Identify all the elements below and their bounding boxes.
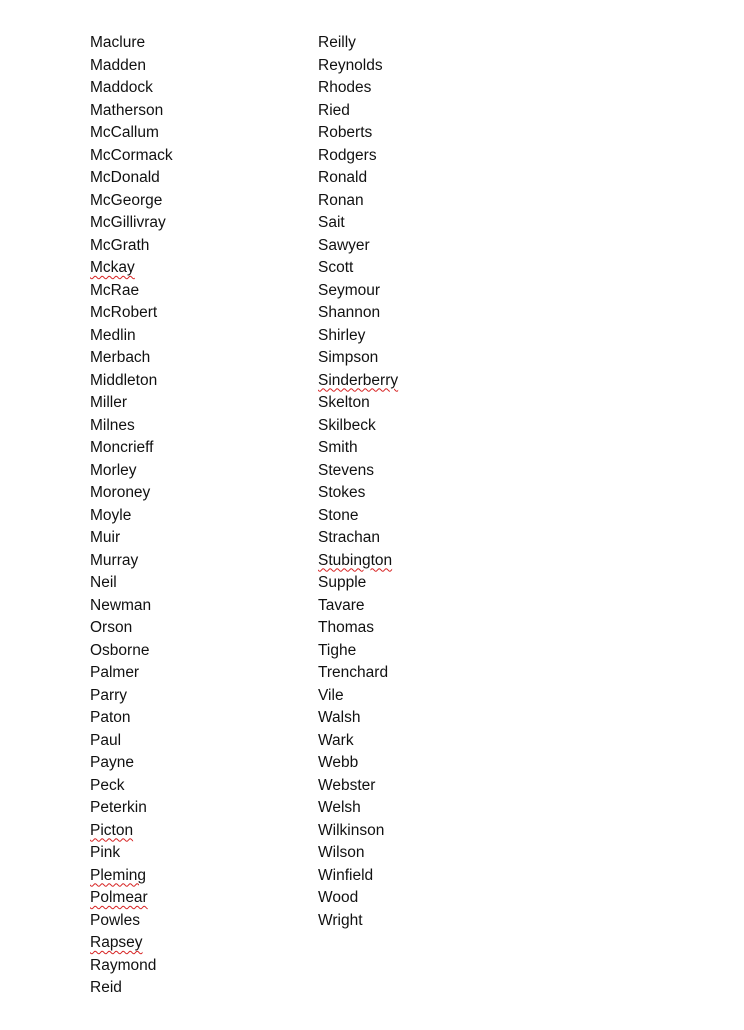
surname-list-item: McGrath — [90, 236, 150, 254]
surname-list-item: Powles — [90, 911, 140, 929]
surname-list-item: Ronald — [318, 169, 368, 186]
surname-list-item-misspelled: Picton — [90, 821, 134, 839]
surname-list-item: Simpson — [318, 349, 379, 366]
surname-list-item: Maddock — [90, 79, 153, 96]
name-column-left — [90, 32, 300, 1000]
surname-list-item: Wark — [318, 731, 354, 749]
surname-list-item: McRobert — [90, 304, 158, 321]
surname-list-item: Walsh — [318, 709, 361, 726]
surname-list-item: Pink — [90, 844, 121, 861]
surname-list-item-misspelled: Pleming — [90, 866, 146, 884]
surname-list-item: Webster — [318, 776, 376, 794]
surname-list-item: Reid — [90, 979, 122, 996]
surname-list-item: Tighe — [318, 641, 357, 659]
surname-list-item: Peck — [90, 776, 125, 794]
surname-list-item: Parry — [90, 686, 128, 704]
surname-list-item: Osborne — [90, 641, 150, 659]
surname-list-item: McGillivray — [90, 214, 166, 231]
surname-list-item: Skilbeck — [318, 416, 376, 434]
surname-list-item: Madden — [90, 56, 147, 74]
surname-list-item: Winfield — [318, 866, 374, 884]
surname-list-item: Moncrieff — [90, 439, 154, 456]
surname-list-item: Middleton — [90, 371, 158, 389]
surname-list-item: Welsh — [318, 799, 361, 816]
surname-list-item: Roberts — [318, 124, 373, 141]
surname-list-item: Webb — [318, 754, 359, 771]
surname-list-item: Neil — [90, 574, 117, 591]
surname-list-item: Moyle — [90, 506, 132, 524]
surname-list-item: Merbach — [90, 349, 151, 366]
surname-list-item: Matherson — [90, 101, 164, 119]
surname-list-item: Morley — [90, 461, 137, 479]
surname-list-item: Stone — [318, 506, 359, 524]
name-column-right — [318, 32, 528, 932]
surname-list-item: Wood — [318, 889, 359, 906]
surname-list-item: Vile — [318, 686, 344, 704]
surname-list-item-misspelled: Rapsey — [90, 934, 143, 951]
surname-list-item: Murray — [90, 551, 139, 569]
surname-list-item: Smith — [318, 439, 358, 456]
surname-list-item: Peterkin — [90, 799, 147, 816]
surname-list-item: Orson — [90, 619, 133, 636]
surname-list-item: McGeorge — [90, 191, 163, 209]
surname-list-item: Trenchard — [318, 664, 389, 681]
surname-list-item-misspelled: Mckay — [90, 259, 135, 276]
surname-list-item: Muir — [90, 529, 121, 546]
surname-list-item: Rodgers — [318, 146, 377, 164]
surname-list-item: Wright — [318, 911, 363, 929]
surname-list-item: Wilson — [318, 844, 365, 861]
surname-list-item: Thomas — [318, 619, 374, 636]
surname-list-item-misspelled: Polmear — [90, 889, 148, 906]
surname-list-item: Maclure — [90, 34, 146, 51]
surname-list-item: Strachan — [318, 529, 381, 546]
surname-list-item: Scott — [318, 259, 354, 276]
surname-list-item: Ried — [318, 101, 350, 119]
surname-list-item: Reilly — [318, 34, 356, 51]
surname-list-item: Reynolds — [318, 56, 383, 74]
surname-list-item: Medlin — [90, 326, 136, 344]
surname-list-item: Rhodes — [318, 79, 372, 96]
surname-list-item: Shirley — [318, 326, 366, 344]
surname-list-item: Stokes — [318, 484, 366, 501]
surname-list-item: Seymour — [318, 281, 381, 299]
surname-list-item: Shannon — [318, 304, 381, 321]
surname-list-item: Palmer — [90, 664, 140, 681]
surname-list-item: Sait — [318, 214, 345, 231]
surname-list-item: McRae — [90, 281, 140, 299]
surname-list-item: Skelton — [318, 394, 370, 411]
surname-list-item: Miller — [90, 394, 128, 411]
surname-list-item: Paul — [90, 731, 122, 749]
surname-list-item: Supple — [318, 574, 367, 591]
surname-list-item: Sawyer — [318, 236, 370, 254]
surname-list-item: Ronan — [318, 191, 364, 209]
surname-list-item: Milnes — [90, 416, 135, 434]
surname-list-item: Paton — [90, 709, 131, 726]
surname-list-item: Newman — [90, 596, 152, 614]
surname-list-item: McCallum — [90, 124, 159, 141]
surname-list-item: Tavare — [318, 596, 365, 614]
surname-list-item: McDonald — [90, 169, 160, 186]
surname-list-item: Stevens — [318, 461, 375, 479]
surname-list-item: McCormack — [90, 146, 173, 164]
surname-list-item: Moroney — [90, 484, 151, 501]
surname-list-item: Raymond — [90, 956, 157, 974]
surname-list-item: Payne — [90, 754, 134, 771]
surname-list-item: Wilkinson — [318, 821, 385, 839]
surname-list-item-misspelled: Stubington — [318, 551, 393, 569]
surname-list-item-misspelled: Sinderberry — [318, 371, 399, 389]
